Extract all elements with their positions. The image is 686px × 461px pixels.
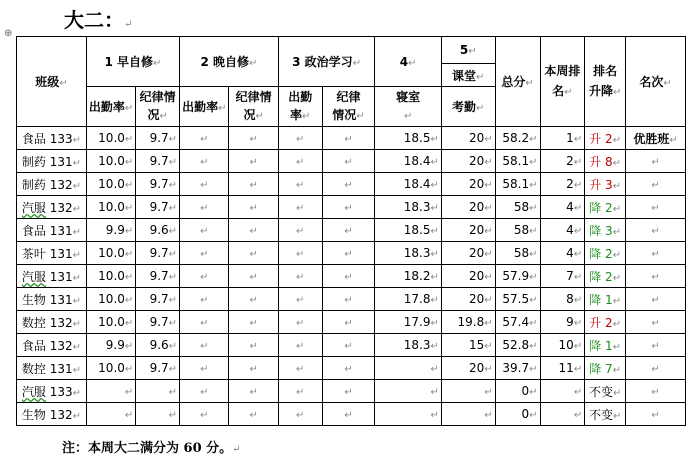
cell-attendance-1: 10.0↵ (86, 242, 135, 265)
cell-placement: ↵ (626, 219, 686, 242)
cell-discipline-3: ↵ (322, 311, 375, 334)
cell-week-rank: 2↵ (540, 150, 585, 173)
cell-total: 58.1↵ (495, 173, 540, 196)
cell-ketang: 20↵ (441, 196, 495, 219)
cell-discipline-3: ↵ (322, 357, 375, 380)
cell-total: 57.9↵ (495, 265, 540, 288)
table-row (17, 219, 686, 242)
header-attendance-2: 出勤率↵ (180, 87, 229, 127)
cell-discipline-3: ↵ (322, 219, 375, 242)
cell-dorm: ↵ (375, 403, 441, 426)
cell-week-rank: 4↵ (540, 219, 585, 242)
cell-attendance-2: ↵ (180, 288, 229, 311)
cell-ketang: ↵ (441, 380, 495, 403)
cell-discipline-3: ↵ (322, 288, 375, 311)
cell-discipline-2: ↵ (229, 380, 278, 403)
cell-attendance-1: 10.0↵ (86, 265, 135, 288)
cell-discipline-2: ↵ (229, 403, 278, 426)
cell-discipline-3: ↵ (322, 150, 375, 173)
cell-total: 57.4↵ (495, 311, 540, 334)
header-discipline-2: 纪律情况↵ (229, 87, 278, 127)
cell-week-rank: 7↵ (540, 265, 585, 288)
header-dorm: 寝室 ↵ (375, 87, 441, 127)
cell-ketang: 20↵ (441, 150, 495, 173)
cell-discipline-1: 9.7↵ (136, 311, 180, 334)
cell-placement: ↵ (626, 173, 686, 196)
cell-discipline-1: ↵ (136, 403, 180, 426)
header-group-3: 3 政治学习↵ (278, 37, 375, 87)
table-row (17, 150, 686, 173)
cell-attendance-1: 9.9↵ (86, 219, 135, 242)
cell-attendance-3: ↵ (278, 311, 322, 334)
heading-text: 大二： (64, 8, 124, 32)
cell-discipline-2: ↵ (229, 196, 278, 219)
cell-attendance-3: ↵ (278, 150, 322, 173)
cell-rank-change: 降 2↵ (585, 265, 626, 288)
cell-dorm: 18.4↵ (375, 173, 441, 196)
cell-attendance-2: ↵ (180, 127, 229, 150)
cell-ketang: 20↵ (441, 265, 495, 288)
paragraph-mark-icon: ↵ (124, 19, 133, 30)
cell-dorm: 18.4↵ (375, 150, 441, 173)
header-rank-change: 排名升降↵ (585, 37, 626, 127)
cell-attendance-1: 10.0↵ (86, 196, 135, 219)
cell-class: 食品 133↵ (17, 127, 87, 150)
cell-discipline-3: ↵ (322, 127, 375, 150)
cell-discipline-1: 9.7↵ (136, 357, 180, 380)
cell-class: 生物 132↵ (17, 403, 87, 426)
cell-attendance-1: ↵ (86, 380, 135, 403)
cell-dorm: 18.3↵ (375, 196, 441, 219)
cell-dorm: 18.5↵ (375, 127, 441, 150)
cell-attendance-3: ↵ (278, 380, 322, 403)
cell-placement: ↵ (626, 265, 686, 288)
cell-class: 汽服 132↵ (17, 196, 87, 219)
cell-discipline-3: ↵ (322, 380, 375, 403)
cell-attendance-1: 10.0↵ (86, 311, 135, 334)
cell-attendance-2: ↵ (180, 242, 229, 265)
cell-attendance-1: 9.9↵ (86, 334, 135, 357)
cell-attendance-3: ↵ (278, 219, 322, 242)
cell-attendance-1: ↵ (86, 403, 135, 426)
cell-attendance-3: ↵ (278, 196, 322, 219)
cell-class: 汽服 131↵ (17, 265, 87, 288)
cell-ketang: 19.8↵ (441, 311, 495, 334)
cell-class: 数控 132↵ (17, 311, 87, 334)
cell-ketang: 20↵ (441, 173, 495, 196)
cell-discipline-2: ↵ (229, 311, 278, 334)
cell-placement: ↵ (626, 242, 686, 265)
cell-dorm: ↵ (375, 380, 441, 403)
cell-discipline-2: ↵ (229, 334, 278, 357)
cell-dorm: 18.3↵ (375, 242, 441, 265)
cell-discipline-2: ↵ (229, 357, 278, 380)
cell-ketang: 20↵ (441, 127, 495, 150)
cell-ketang: ↵ (441, 403, 495, 426)
cell-attendance-1: 10.0↵ (86, 288, 135, 311)
cell-rank-change: 不变↵ (585, 380, 626, 403)
cell-week-rank: 9↵ (540, 311, 585, 334)
cell-total: 0↵ (495, 403, 540, 426)
cell-attendance-3: ↵ (278, 265, 322, 288)
cell-class: 制药 131↵ (17, 150, 87, 173)
cell-rank-change: 升 3↵ (585, 173, 626, 196)
cell-rank-change: 降 7↵ (585, 357, 626, 380)
cell-class: 食品 132↵ (17, 334, 87, 357)
cell-discipline-1: 9.6↵ (136, 334, 180, 357)
cell-ketang: 15↵ (441, 334, 495, 357)
cell-attendance-1: 10.0↵ (86, 357, 135, 380)
cell-week-rank: 10↵ (540, 334, 585, 357)
cell-dorm: 17.9↵ (375, 311, 441, 334)
cell-class: 食品 131↵ (17, 219, 87, 242)
table-row (17, 380, 686, 403)
table-row (17, 265, 686, 288)
cell-total: 58↵ (495, 196, 540, 219)
cell-rank-change: 降 3↵ (585, 219, 626, 242)
header-group-4: 4↵ (375, 37, 441, 87)
cell-ketang: 20↵ (441, 242, 495, 265)
cell-attendance-2: ↵ (180, 380, 229, 403)
cell-discipline-2: ↵ (229, 173, 278, 196)
cell-total: 0↵ (495, 380, 540, 403)
cell-week-rank: ↵ (540, 380, 585, 403)
cell-discipline-2: ↵ (229, 219, 278, 242)
cell-attendance-2: ↵ (180, 334, 229, 357)
cell-discipline-1: 9.7↵ (136, 265, 180, 288)
cell-total: 58↵ (495, 242, 540, 265)
cell-ketang: 20↵ (441, 357, 495, 380)
table-row (17, 242, 686, 265)
cell-ketang: 20↵ (441, 288, 495, 311)
cell-discipline-1: 9.6↵ (136, 219, 180, 242)
cell-class: 制药 132↵ (17, 173, 87, 196)
cell-rank-change: 不变↵ (585, 403, 626, 426)
cell-attendance-3: ↵ (278, 127, 322, 150)
cell-discipline-2: ↵ (229, 150, 278, 173)
cell-attendance-2: ↵ (180, 196, 229, 219)
cell-class: 生物 131↵ (17, 288, 87, 311)
cell-class: 汽服 133↵ (17, 380, 87, 403)
cell-placement: 优胜班↵ (626, 127, 686, 150)
cell-attendance-2: ↵ (180, 173, 229, 196)
document-heading (64, 4, 132, 33)
cell-ketang: 20↵ (441, 219, 495, 242)
cell-class: 数控 131↵ (17, 357, 87, 380)
cell-rank-change: 降 2↵ (585, 196, 626, 219)
cell-discipline-1: 9.7↵ (136, 196, 180, 219)
cell-placement: ↵ (626, 196, 686, 219)
cell-discipline-1: 9.7↵ (136, 242, 180, 265)
header-attendance-1: 出勤率↵ (86, 87, 135, 127)
cell-attendance-3: ↵ (278, 173, 322, 196)
cell-discipline-3: ↵ (322, 334, 375, 357)
cell-discipline-2: ↵ (229, 242, 278, 265)
cell-total: 58↵ (495, 219, 540, 242)
cell-dorm: 18.3↵ (375, 334, 441, 357)
cell-attendance-3: ↵ (278, 334, 322, 357)
cell-discipline-2: ↵ (229, 127, 278, 150)
header-discipline-3: 纪律 情况↵ (322, 87, 375, 127)
cell-placement: ↵ (626, 311, 686, 334)
header-attendance-3: 出勤 率↵ (278, 87, 322, 127)
header-group-1: 1 早自修↵ (86, 37, 179, 87)
header-class: 班级↵ (17, 37, 87, 127)
cell-rank-change: 升 8↵ (585, 150, 626, 173)
header-kaoqin: 考勤↵ (441, 87, 495, 127)
table-row (17, 173, 686, 196)
cell-discipline-1: ↵ (136, 380, 180, 403)
table-body (17, 37, 686, 426)
cell-dorm: 18.5↵ (375, 219, 441, 242)
cell-week-rank: 4↵ (540, 196, 585, 219)
cell-placement: ↵ (626, 357, 686, 380)
cell-placement: ↵ (626, 150, 686, 173)
cell-discipline-2: ↵ (229, 288, 278, 311)
cell-discipline-1: 9.7↵ (136, 127, 180, 150)
cell-week-rank: 2↵ (540, 173, 585, 196)
header-placement: 名次↵ (626, 37, 686, 127)
cell-total: 39.7↵ (495, 357, 540, 380)
cell-total: 52.8↵ (495, 334, 540, 357)
cell-discipline-3: ↵ (322, 242, 375, 265)
cell-discipline-1: 9.7↵ (136, 173, 180, 196)
header-discipline-1: 纪律情况↵ (136, 87, 180, 127)
cell-week-rank: 11↵ (540, 357, 585, 380)
table-row (17, 403, 686, 426)
cell-week-rank: 1↵ (540, 127, 585, 150)
cell-discipline-1: 9.7↵ (136, 288, 180, 311)
score-table (16, 36, 686, 426)
cell-attendance-2: ↵ (180, 357, 229, 380)
cell-dorm: 18.2↵ (375, 265, 441, 288)
cell-attendance-2: ↵ (180, 150, 229, 173)
cell-discipline-1: 9.7↵ (136, 150, 180, 173)
cell-placement: ↵ (626, 403, 686, 426)
table-row (17, 334, 686, 357)
table-row (17, 288, 686, 311)
cell-rank-change: 降 1↵ (585, 334, 626, 357)
cell-week-rank: 4↵ (540, 242, 585, 265)
table-row (17, 196, 686, 219)
cell-rank-change: 降 2↵ (585, 242, 626, 265)
header-group-5: 5↵ (441, 37, 495, 64)
cell-discipline-3: ↵ (322, 173, 375, 196)
cell-attendance-1: 10.0↵ (86, 127, 135, 150)
cell-attendance-3: ↵ (278, 242, 322, 265)
cell-total: 58.1↵ (495, 150, 540, 173)
cell-attendance-2: ↵ (180, 311, 229, 334)
cell-attendance-3: ↵ (278, 403, 322, 426)
cell-placement: ↵ (626, 288, 686, 311)
table-row (17, 357, 686, 380)
cell-attendance-2: ↵ (180, 219, 229, 242)
cell-placement: ↵ (626, 380, 686, 403)
cell-discipline-2: ↵ (229, 265, 278, 288)
cell-week-rank: 8↵ (540, 288, 585, 311)
cell-rank-change: 降 1↵ (585, 288, 626, 311)
cell-dorm: 17.8↵ (375, 288, 441, 311)
cell-discipline-3: ↵ (322, 196, 375, 219)
cell-placement: ↵ (626, 334, 686, 357)
header-row-1 (17, 37, 686, 64)
cell-discipline-3: ↵ (322, 403, 375, 426)
cell-attendance-1: 10.0↵ (86, 150, 135, 173)
header-group-2: 2 晚自修↵ (180, 37, 279, 87)
cell-total: 57.5↵ (495, 288, 540, 311)
header-week-rank: 本周排名↵ (540, 37, 585, 127)
footnote: 注：本周大二满分为 60 分。↵ (62, 441, 241, 456)
cell-attendance-3: ↵ (278, 288, 322, 311)
table-row (17, 127, 686, 150)
cell-rank-change: 升 2↵ (585, 127, 626, 150)
cell-attendance-2: ↵ (180, 403, 229, 426)
table-row (17, 311, 686, 334)
cell-rank-change: 升 2↵ (585, 311, 626, 334)
cell-attendance-3: ↵ (278, 357, 322, 380)
header-ketang: 课堂↵ (441, 64, 495, 87)
cell-total: 58.2↵ (495, 127, 540, 150)
cell-attendance-2: ↵ (180, 265, 229, 288)
cell-week-rank: ↵ (540, 403, 585, 426)
header-total: 总分↵ (495, 37, 540, 127)
cell-attendance-1: 10.0↵ (86, 173, 135, 196)
cell-dorm: ↵ (375, 357, 441, 380)
cell-class: 茶叶 131↵ (17, 242, 87, 265)
table-move-handle-icon[interactable]: ⊕ (4, 28, 13, 39)
cell-discipline-3: ↵ (322, 265, 375, 288)
